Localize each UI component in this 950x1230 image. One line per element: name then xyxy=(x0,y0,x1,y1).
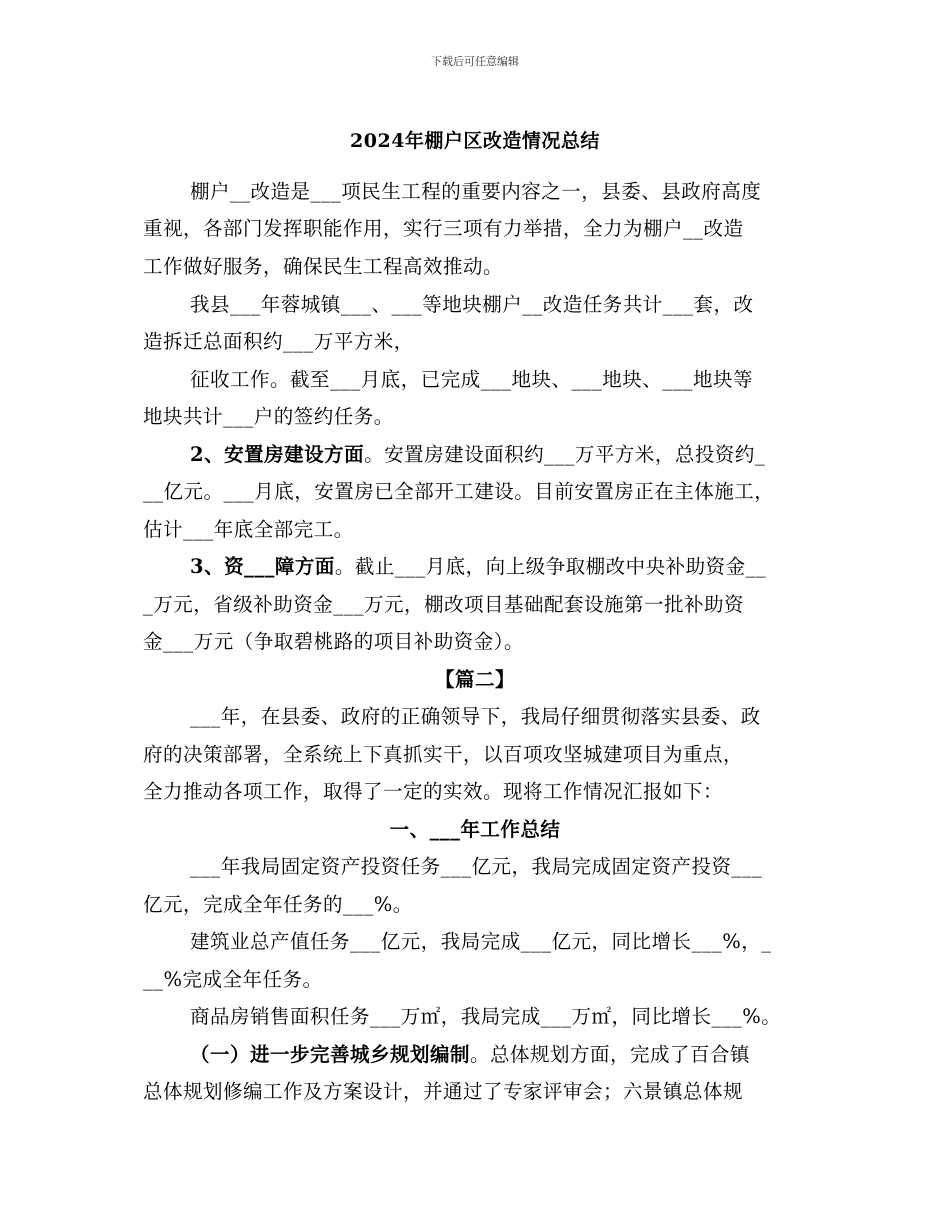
paragraph-line: __亿元。___月底，安置房已全部开工建设。目前安置房正在主体施工， xyxy=(143,480,775,503)
paragraph-line: 我县___年蓉城镇___、___等地块棚户__改造任务共计___套，改 xyxy=(190,293,754,316)
header-note: 下载后可任意编辑 xyxy=(431,55,519,68)
paragraph-line: 府的决策部署，全系统上下真抓实干，以百项攻坚城建项目为重点， xyxy=(143,743,744,766)
paragraph-line: （一）进一步完善城乡规划编制。总体规划方面，完成了百合镇 xyxy=(190,1043,751,1066)
paragraph-line: 3、资___障方面。截止___月底，向上级争取棚改中央补助资金__ xyxy=(190,555,767,578)
document-title: 2024年棚户区改造情况总结 xyxy=(350,130,600,152)
section-heading: 2、安置房建设方面 xyxy=(190,443,365,466)
paragraph-line: __%完成全年任务。 xyxy=(143,968,323,991)
paragraph-line: 征收工作。截至___月底，已完成___地块、___地块、___地块等 xyxy=(190,368,754,391)
paragraph-line: 估计___年底全部完工。 xyxy=(143,518,354,541)
paragraph-line: 总体规划修编工作及方案设计，并通过了专家评审会；六景镇总体规 xyxy=(143,1080,744,1103)
paragraph-line: 全力推动各项工作，取得了一定的实效。现将工作情况汇报如下： xyxy=(143,780,724,803)
paragraph-line: 商品房销售面积任务___万㎡，我局完成___万㎡，同比增长___%。 xyxy=(190,1005,782,1028)
paragraph-line: 2、安置房建设方面。安置房建设面积约___万平方米，总投资约_ xyxy=(190,443,766,466)
paragraph-line: 地块共计___户的签约任务。 xyxy=(143,405,394,428)
section-heading: （一）进一步完善城乡规划编制 xyxy=(190,1043,471,1066)
paragraph-line: ___年，在县委、政府的正确领导下，我局仔细贯彻落实县委、政 xyxy=(190,705,761,728)
paragraph-line: 建筑业总产值任务___亿元，我局完成___亿元，同比增长___%，_ xyxy=(190,930,772,953)
section-heading: 3、资___障方面 xyxy=(190,555,335,578)
paragraph-line: _万元，省级补助资金___万元，棚改项目基础配套设施第一批补助资 xyxy=(143,593,745,616)
paragraph-line: 金___万元（争取碧桃路的项目补助资金）。 xyxy=(143,630,525,653)
paragraph-line: 工作做好服务，确保民生工程高效推动。 xyxy=(143,255,504,278)
section-heading: 【篇二】 xyxy=(434,668,515,691)
section-heading-line xyxy=(0,664,950,692)
paragraph-line: 造拆迁总面积约___万平方米， xyxy=(143,330,414,353)
paragraph-line: ___年我局固定资产投资任务___亿元，我局完成固定资产投资___ xyxy=(190,855,763,878)
section-heading-line xyxy=(0,814,950,842)
paragraph-line: 重视，各部门发挥职能作用，实行三项有力举措，全力为棚户__改造 xyxy=(143,217,744,240)
paragraph-line: 棚户__改造是___项民生工程的重要内容之一，县委、县政府高度 xyxy=(190,180,762,203)
section-heading: 一、___年工作总结 xyxy=(389,818,561,841)
paragraph-line: 亿元，完成全年任务的___%。 xyxy=(143,893,413,916)
